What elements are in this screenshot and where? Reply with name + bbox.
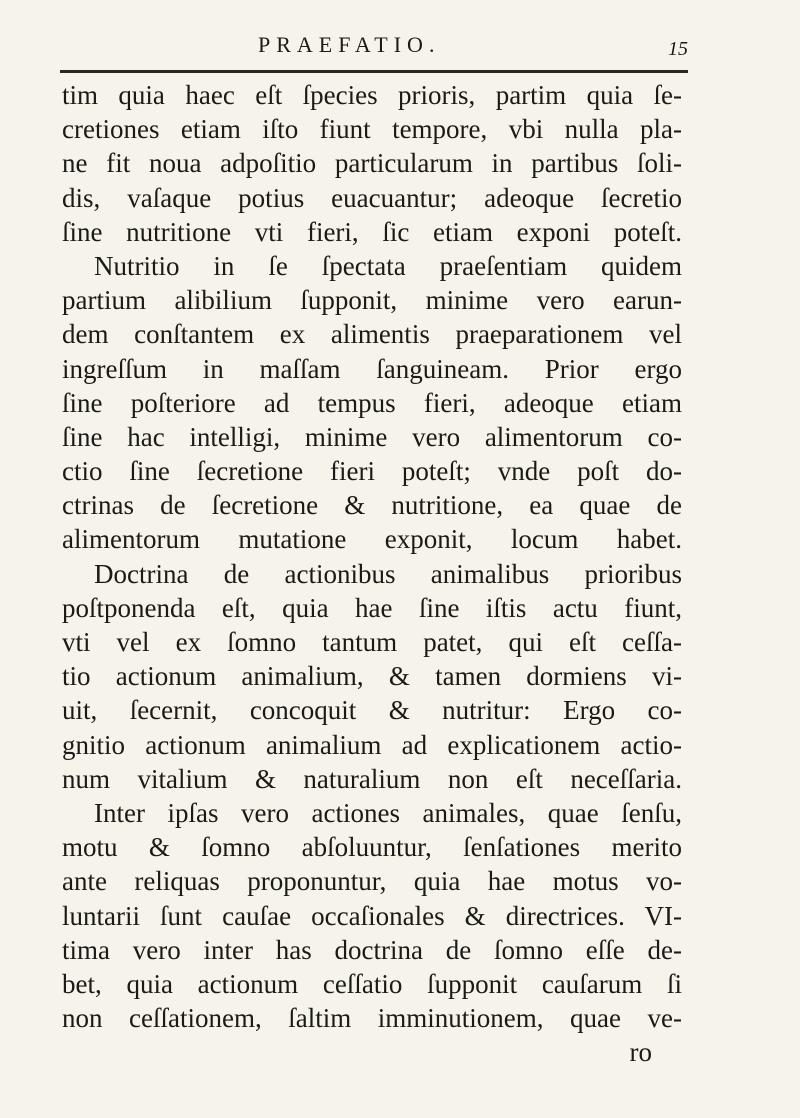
text-line: tio actionum animalium, & tamen dormiens vi- — [62, 661, 682, 692]
text-line: dem conſtantem ex alimentis praeparationem vel — [62, 319, 682, 350]
text-line: ſine poſteriore ad tempus fieri, adeoque etiam — [62, 387, 682, 418]
text-line: alimentorum mutatione exponit, locum habet. — [62, 524, 682, 555]
running-title: PRAEFATIO. — [258, 32, 441, 57]
page-number: 15 — [668, 38, 688, 60]
text-line: ctio ſine ſecretione fieri poteſt; vnde poſt do- — [62, 456, 682, 487]
text-line: ſine hac intelligi, minime vero alimentorum co- — [62, 421, 682, 452]
text-line: poſtponenda eſt, quia hae ſine iſtis actu fiunt, — [62, 592, 682, 623]
text-line: vti vel ex ſomno tantum patet, qui eſt ceſſa- — [62, 627, 682, 657]
running-head — [0, 28, 800, 68]
text-line: partium alibilium ſupponit, minime vero earun- — [62, 285, 682, 316]
text-line: cretiones etiam iſto fiunt tempore, vbi nulla pla- — [62, 114, 682, 145]
text-line: luntarii ſunt cauſae occaſionales & directrices. VI- — [62, 900, 682, 931]
text-line: num vitalium & naturalium non eſt neceſſaria. — [62, 763, 682, 794]
text-line: tim quia haec eſt ſpecies prioris, partim quia ſe- — [62, 80, 682, 110]
text-line: dis, vaſaque potius euacuantur; adeoque ſecretio — [62, 182, 682, 213]
text-line: ingreſſum in maſſam ſanguineam. Prior ergo — [62, 353, 682, 384]
paragraph-start-line: Doctrina de actionibus animalibus prioribus — [94, 558, 682, 589]
text-line: ctrinas de ſecretione & nutritione, ea quae de — [62, 490, 682, 521]
text-line: tima vero inter has doctrina de ſomno eſſe de- — [62, 934, 682, 965]
catchword: ro — [629, 1037, 652, 1068]
text-line: non ceſſationem, ſaltim imminutionem, quae ve- — [62, 1003, 682, 1034]
text-line: uit, ſecernit, concoquit & nutritur: Ergo co- — [62, 695, 682, 726]
text-line: bet, quia actionum ceſſatio ſupponit cauſarum ſi — [62, 968, 682, 999]
paragraph-start-line: Inter ipſas vero actiones animales, quae ſenſu, — [94, 797, 682, 828]
paragraph-start-line: Nutritio in ſe ſpectata praeſentiam quidem — [94, 250, 682, 281]
body-text — [62, 78, 682, 1069]
text-line: ſine nutritione vti fieri, ſic etiam exponi poteſt. — [62, 216, 682, 247]
text-line: gnitio actionum animalium ad explicationem actio- — [62, 729, 682, 760]
header-rule — [60, 70, 688, 73]
text-line: ne fit noua adpoſitio particularum in partibus ſoli- — [62, 148, 682, 179]
text-line: motu & ſomno abſoluuntur, ſenſationes merito — [62, 832, 682, 863]
text-line: ante reliquas proponuntur, quia hae motus vo- — [62, 866, 682, 897]
